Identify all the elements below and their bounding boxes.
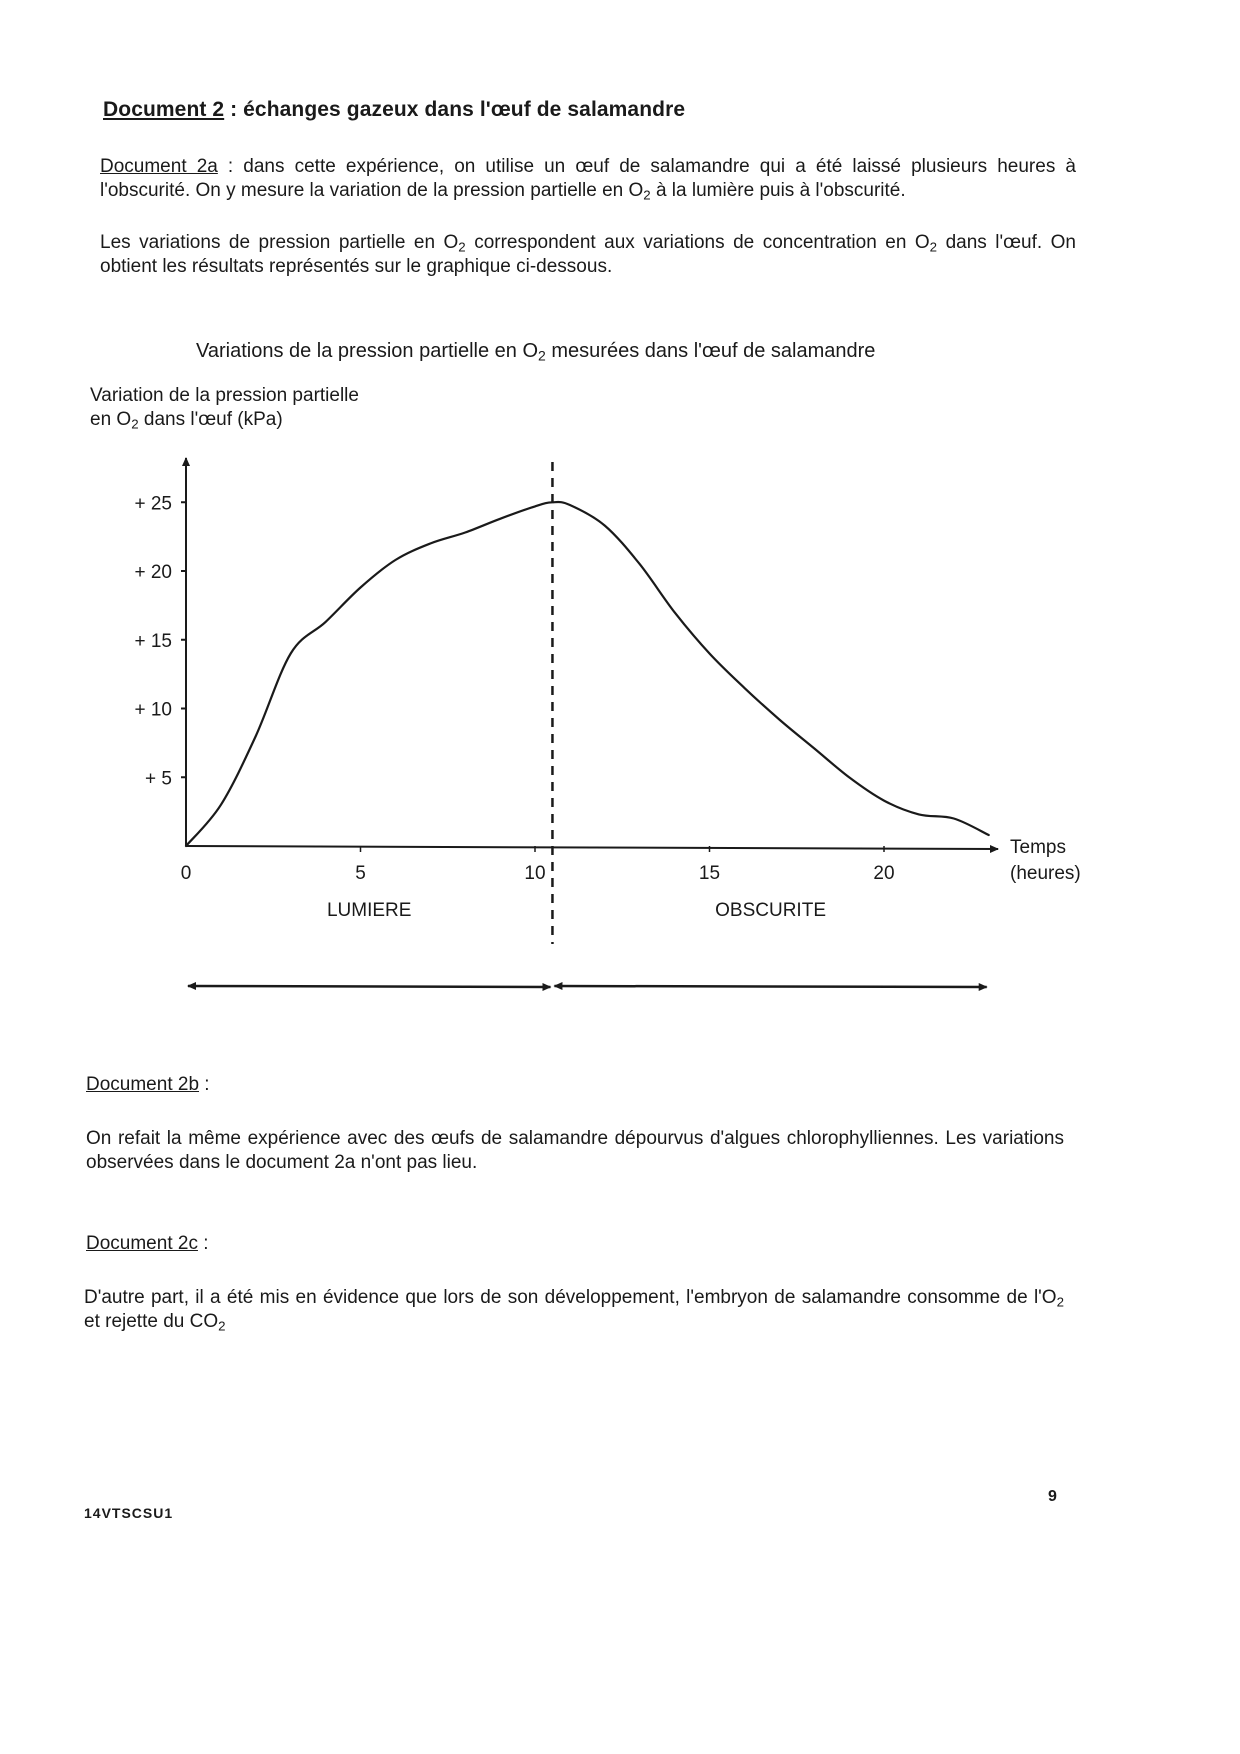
doc2c-colon: : (197, 1233, 209, 1254)
doc2a-text: : dans cette expérience, on utilise un œuf de salamandre qui a été laissé plusieurs heures à l'obscurité. On y mesure la variation de la pression partielle en O (100, 156, 1076, 201)
series-line-o2-pressure (186, 502, 989, 846)
doc2a-text: correspondent aux variations de concentration en O (465, 232, 930, 253)
document-2-label: Document 2 (103, 98, 225, 121)
document-2-title: : échanges gazeux dans l'œuf de salamandre (224, 98, 686, 121)
subscript: 2 (458, 239, 466, 255)
x-tick-label: 5 (355, 863, 366, 884)
y-tick-label: + 10 (134, 699, 172, 721)
subscript: 2 (643, 187, 651, 203)
doc2c-label: Document 2c (86, 1233, 198, 1254)
y-axis-title-line-1: Variation de la pression partielle (90, 385, 359, 406)
phase-labels (327, 900, 826, 921)
doc2b-paragraph: On refait la même expérience avec des œufs de salamandre dépourvus d'algues chlorophylliennes. Les variations observées dans le document 2a n'ont pas lieu. (86, 1128, 1064, 1173)
y-axis-title-text: en O (90, 409, 132, 430)
x-tick-label: 15 (698, 863, 721, 884)
x-axis (186, 846, 998, 849)
y-axis-title-text: dans l'œuf (kPa) (138, 409, 283, 430)
doc2c-text: D'autre part, il a été mis en évidence que lors de son développement, l'embryon de salamandre consomme de l'O (84, 1287, 1057, 1308)
x-axis-ticks (181, 846, 895, 884)
chart-title-text: Variations de la pression partielle en O (196, 340, 539, 362)
doc2a-label: Document 2a (100, 156, 218, 177)
doc2c-paragraph (84, 1286, 1064, 1334)
y-tick-label: + 25 (134, 493, 172, 515)
phase-arrows (188, 986, 987, 987)
footer-exam-code: 14VTSCSU1 (84, 1505, 174, 1521)
subscript: 2 (929, 239, 938, 255)
subscript: 2 (538, 347, 546, 364)
doc2b-heading (86, 1074, 210, 1096)
page-number: 9 (1048, 1488, 1057, 1505)
y-axis-ticks (134, 493, 186, 789)
phase-label: LUMIERE (326, 900, 412, 921)
doc2b-colon: : (199, 1074, 210, 1095)
x-axis-title-line-1: Temps (1010, 837, 1066, 858)
phase-arrow (188, 986, 550, 987)
doc2c-heading (86, 1233, 209, 1255)
chart-title-text: mesurées dans l'œuf de salamandre (545, 340, 876, 362)
subscript: 2 (218, 1318, 226, 1334)
y-tick-label: + 5 (145, 768, 172, 790)
x-tick-label: 10 (524, 863, 546, 884)
phase-label: OBSCURITE (715, 900, 827, 921)
y-tick-label: + 20 (134, 562, 172, 583)
x-axis-title-line-2: (heures) (1010, 863, 1081, 884)
doc2c-text: et rejette du CO (84, 1311, 219, 1332)
phase-arrow (554, 986, 986, 987)
x-tick-label: 0 (180, 863, 192, 884)
x-tick-label: 20 (873, 863, 895, 884)
doc2a-text: à la lumière puis à l'obscurité. (650, 180, 906, 201)
doc2a-text: dans l'œuf. On obtient les résultats représentés sur le graphique ci-dessous. (100, 232, 1076, 277)
doc2b-label: Document 2b (86, 1074, 200, 1095)
subscript: 2 (131, 416, 139, 432)
subscript: 2 (1056, 1294, 1064, 1310)
y-tick-label: + 15 (134, 630, 172, 652)
doc2a-text: Les variations de pression partielle en O (100, 232, 459, 253)
